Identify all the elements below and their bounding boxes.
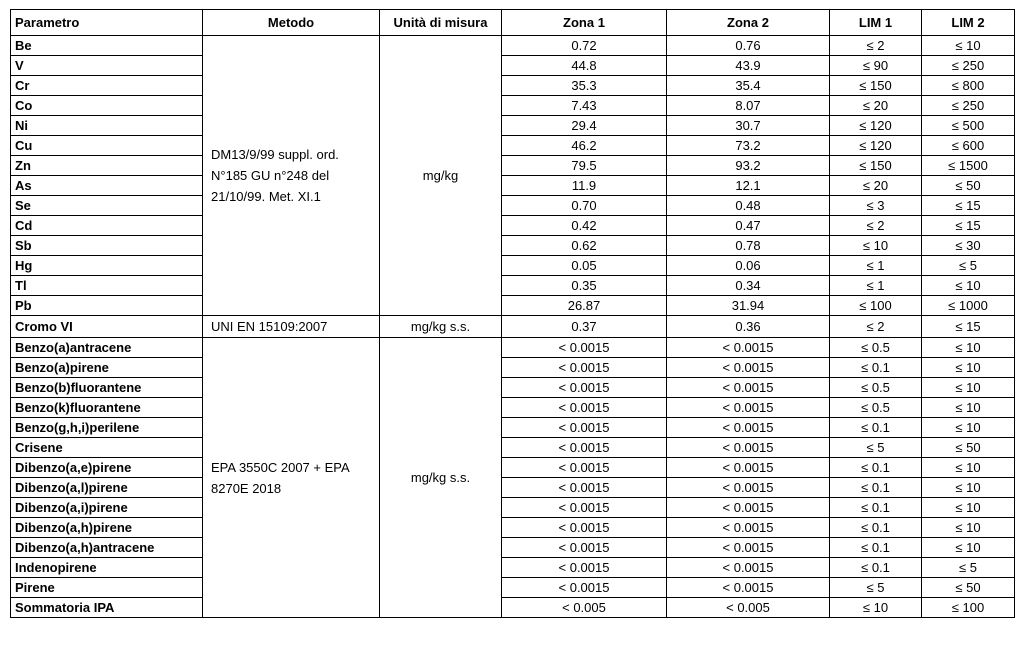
lim2-cell: ≤ 100 [922, 598, 1015, 618]
table-row [11, 196, 1015, 216]
table-row [11, 176, 1015, 196]
parametro-cell: Co [11, 96, 203, 116]
lim2-cell: ≤ 250 [922, 56, 1015, 76]
zona2-cell: < 0.0015 [667, 518, 830, 538]
lim2-cell: ≤ 10 [922, 498, 1015, 518]
parametro-cell: As [11, 176, 203, 196]
table-row [11, 76, 1015, 96]
table-row [11, 276, 1015, 296]
lim2-cell: ≤ 15 [922, 196, 1015, 216]
table-row [11, 236, 1015, 256]
unita-cell: mg/kg s.s. [380, 338, 502, 618]
lim2-cell: ≤ 5 [922, 256, 1015, 276]
lim1-cell: ≤ 150 [830, 76, 922, 96]
header-row [11, 10, 1015, 36]
lim1-cell: ≤ 100 [830, 296, 922, 316]
zona1-cell: < 0.0015 [502, 518, 667, 538]
zona1-cell: 0.35 [502, 276, 667, 296]
lim1-cell: ≤ 0.5 [830, 398, 922, 418]
lim1-cell: ≤ 5 [830, 578, 922, 598]
parametro-cell: Pb [11, 296, 203, 316]
zona1-cell: 29.4 [502, 116, 667, 136]
zona1-cell: 0.42 [502, 216, 667, 236]
lim1-cell: ≤ 0.1 [830, 458, 922, 478]
lim1-cell: ≤ 5 [830, 438, 922, 458]
unita-cell: mg/kg s.s. [380, 316, 502, 338]
zona1-cell: 7.43 [502, 96, 667, 116]
lim2-cell: ≤ 250 [922, 96, 1015, 116]
zona2-cell: 0.76 [667, 36, 830, 56]
parametro-cell: Pirene [11, 578, 203, 598]
parametro-cell: Hg [11, 256, 203, 276]
lim2-cell: ≤ 15 [922, 216, 1015, 236]
lim1-cell: ≤ 0.1 [830, 538, 922, 558]
lim1-cell: ≤ 2 [830, 36, 922, 56]
zona2-cell: 0.36 [667, 316, 830, 338]
zona2-cell: 0.47 [667, 216, 830, 236]
lim2-cell: ≤ 10 [922, 418, 1015, 438]
parametro-cell: Dibenzo(a,h)antracene [11, 538, 203, 558]
zona1-cell: 0.70 [502, 196, 667, 216]
parametro-cell: Benzo(a)antracene [11, 338, 203, 358]
parametro-cell: V [11, 56, 203, 76]
zona2-cell: 73.2 [667, 136, 830, 156]
parametro-cell: Benzo(b)fluorantene [11, 378, 203, 398]
table-row [11, 498, 1015, 518]
table-row [11, 438, 1015, 458]
zona1-cell: 0.05 [502, 256, 667, 276]
parametro-cell: Dibenzo(a,l)pirene [11, 478, 203, 498]
lim1-cell: ≤ 2 [830, 216, 922, 236]
lim1-cell: ≤ 1 [830, 276, 922, 296]
zona1-cell: < 0.0015 [502, 398, 667, 418]
zona1-cell: 0.62 [502, 236, 667, 256]
lim1-cell: ≤ 0.1 [830, 478, 922, 498]
parametro-cell: Benzo(g,h,i)perilene [11, 418, 203, 438]
table-row [11, 418, 1015, 438]
table-row [11, 558, 1015, 578]
header-parametro: Parametro [11, 10, 203, 36]
lim1-cell: ≤ 150 [830, 156, 922, 176]
table-row [11, 296, 1015, 316]
zona2-cell: 12.1 [667, 176, 830, 196]
table-row [11, 378, 1015, 398]
parametro-cell: Sommatoria IPA [11, 598, 203, 618]
parametro-cell: Ni [11, 116, 203, 136]
zona2-cell: < 0.0015 [667, 338, 830, 358]
lim2-cell: ≤ 50 [922, 438, 1015, 458]
table-row [11, 518, 1015, 538]
zona1-cell: < 0.0015 [502, 478, 667, 498]
parametro-cell: Benzo(a)pirene [11, 358, 203, 378]
zona1-cell: 35.3 [502, 76, 667, 96]
table-row [11, 56, 1015, 76]
lim1-cell: ≤ 90 [830, 56, 922, 76]
lim1-cell: ≤ 1 [830, 256, 922, 276]
lim2-cell: ≤ 50 [922, 578, 1015, 598]
parametro-cell: Sb [11, 236, 203, 256]
lim1-cell: ≤ 3 [830, 196, 922, 216]
zona2-cell: < 0.0015 [667, 458, 830, 478]
table-row [11, 316, 1015, 338]
zona2-cell: < 0.0015 [667, 418, 830, 438]
lim2-cell: ≤ 5 [922, 558, 1015, 578]
zona2-cell: 30.7 [667, 116, 830, 136]
zona2-cell: 43.9 [667, 56, 830, 76]
table-row [11, 116, 1015, 136]
lim1-cell: ≤ 10 [830, 598, 922, 618]
zona1-cell: < 0.0015 [502, 438, 667, 458]
parametro-cell: Cu [11, 136, 203, 156]
zona2-cell: < 0.0015 [667, 498, 830, 518]
lim1-cell: ≤ 0.1 [830, 358, 922, 378]
zona2-cell: < 0.005 [667, 598, 830, 618]
parametro-cell: Dibenzo(a,e)pirene [11, 458, 203, 478]
zona2-cell: 0.78 [667, 236, 830, 256]
header-lim2: LIM 2 [922, 10, 1015, 36]
zona2-cell: < 0.0015 [667, 398, 830, 418]
zona2-cell: 8.07 [667, 96, 830, 116]
lim2-cell: ≤ 10 [922, 36, 1015, 56]
table-row [11, 36, 1015, 56]
zona1-cell: 0.72 [502, 36, 667, 56]
lim2-cell: ≤ 10 [922, 378, 1015, 398]
table-header [11, 10, 1015, 36]
lim2-cell: ≤ 1500 [922, 156, 1015, 176]
metodo-cell: UNI EN 15109:2007 [203, 316, 380, 338]
lim2-cell: ≤ 15 [922, 316, 1015, 338]
zona2-cell: < 0.0015 [667, 378, 830, 398]
lim2-cell: ≤ 10 [922, 338, 1015, 358]
lim1-cell: ≤ 120 [830, 136, 922, 156]
table-row [11, 478, 1015, 498]
lim1-cell: ≤ 0.1 [830, 518, 922, 538]
lim2-cell: ≤ 10 [922, 518, 1015, 538]
table-row [11, 96, 1015, 116]
lim1-cell: ≤ 0.5 [830, 378, 922, 398]
zona2-cell: 35.4 [667, 76, 830, 96]
zona1-cell: < 0.005 [502, 598, 667, 618]
lim2-cell: ≤ 10 [922, 538, 1015, 558]
table-row [11, 338, 1015, 358]
table-row [11, 136, 1015, 156]
zona2-cell: 0.06 [667, 256, 830, 276]
header-unita: Unità di misura [380, 10, 502, 36]
zona2-cell: < 0.0015 [667, 578, 830, 598]
header-zona2: Zona 2 [667, 10, 830, 36]
table-row [11, 578, 1015, 598]
zona2-cell: < 0.0015 [667, 358, 830, 378]
parametro-cell: Cromo VI [11, 316, 203, 338]
zona1-cell: < 0.0015 [502, 338, 667, 358]
lim1-cell: ≤ 2 [830, 316, 922, 338]
lim2-cell: ≤ 50 [922, 176, 1015, 196]
parametro-cell: Dibenzo(a,i)pirene [11, 498, 203, 518]
parametro-cell: Cr [11, 76, 203, 96]
unita-cell: mg/kg [380, 36, 502, 316]
metodo-cell: DM13/9/99 suppl. ord. N°185 GU n°248 del 21/10/99. Met. XI.1 [203, 36, 380, 316]
results-table [10, 9, 1015, 618]
lim1-cell: ≤ 0.1 [830, 418, 922, 438]
lim1-cell: ≤ 0.1 [830, 498, 922, 518]
parametro-cell: Cd [11, 216, 203, 236]
lim1-cell: ≤ 0.5 [830, 338, 922, 358]
zona1-cell: 44.8 [502, 56, 667, 76]
zona1-cell: 0.37 [502, 316, 667, 338]
table-row [11, 458, 1015, 478]
lim2-cell: ≤ 10 [922, 276, 1015, 296]
zona2-cell: < 0.0015 [667, 538, 830, 558]
zona2-cell: 93.2 [667, 156, 830, 176]
zona2-cell: < 0.0015 [667, 558, 830, 578]
lim2-cell: ≤ 10 [922, 358, 1015, 378]
table-body [11, 36, 1015, 618]
zona1-cell: < 0.0015 [502, 358, 667, 378]
header-metodo: Metodo [203, 10, 380, 36]
lim2-cell: ≤ 10 [922, 458, 1015, 478]
lim2-cell: ≤ 1000 [922, 296, 1015, 316]
zona2-cell: 0.48 [667, 196, 830, 216]
metodo-cell: EPA 3550C 2007 + EPA 8270E 2018 [203, 338, 380, 618]
zona1-cell: < 0.0015 [502, 558, 667, 578]
zona2-cell: < 0.0015 [667, 478, 830, 498]
header-zona1: Zona 1 [502, 10, 667, 36]
zona2-cell: 0.34 [667, 276, 830, 296]
table-row [11, 598, 1015, 618]
parametro-cell: Benzo(k)fluorantene [11, 398, 203, 418]
table-row [11, 538, 1015, 558]
zona1-cell: < 0.0015 [502, 418, 667, 438]
lim2-cell: ≤ 500 [922, 116, 1015, 136]
lim2-cell: ≤ 10 [922, 478, 1015, 498]
table-row [11, 156, 1015, 176]
parametro-cell: Zn [11, 156, 203, 176]
lim2-cell: ≤ 800 [922, 76, 1015, 96]
table-row [11, 398, 1015, 418]
zona1-cell: 26.87 [502, 296, 667, 316]
parametro-cell: Be [11, 36, 203, 56]
zona1-cell: 11.9 [502, 176, 667, 196]
parametro-cell: Se [11, 196, 203, 216]
lim1-cell: ≤ 10 [830, 236, 922, 256]
zona1-cell: < 0.0015 [502, 458, 667, 478]
zona1-cell: < 0.0015 [502, 378, 667, 398]
parametro-cell: Indenopirene [11, 558, 203, 578]
parametro-cell: Crisene [11, 438, 203, 458]
table-row [11, 216, 1015, 236]
zona1-cell: < 0.0015 [502, 538, 667, 558]
zona1-cell: < 0.0015 [502, 578, 667, 598]
lim1-cell: ≤ 120 [830, 116, 922, 136]
zona1-cell: < 0.0015 [502, 498, 667, 518]
zona2-cell: 31.94 [667, 296, 830, 316]
lim2-cell: ≤ 30 [922, 236, 1015, 256]
zona2-cell: < 0.0015 [667, 438, 830, 458]
table-row [11, 256, 1015, 276]
parametro-cell: Dibenzo(a,h)pirene [11, 518, 203, 538]
lim1-cell: ≤ 20 [830, 96, 922, 116]
parametro-cell: Tl [11, 276, 203, 296]
lim2-cell: ≤ 10 [922, 398, 1015, 418]
lim1-cell: ≤ 0.1 [830, 558, 922, 578]
zona1-cell: 46.2 [502, 136, 667, 156]
table-row [11, 358, 1015, 378]
lim1-cell: ≤ 20 [830, 176, 922, 196]
zona1-cell: 79.5 [502, 156, 667, 176]
header-lim1: LIM 1 [830, 10, 922, 36]
lim2-cell: ≤ 600 [922, 136, 1015, 156]
